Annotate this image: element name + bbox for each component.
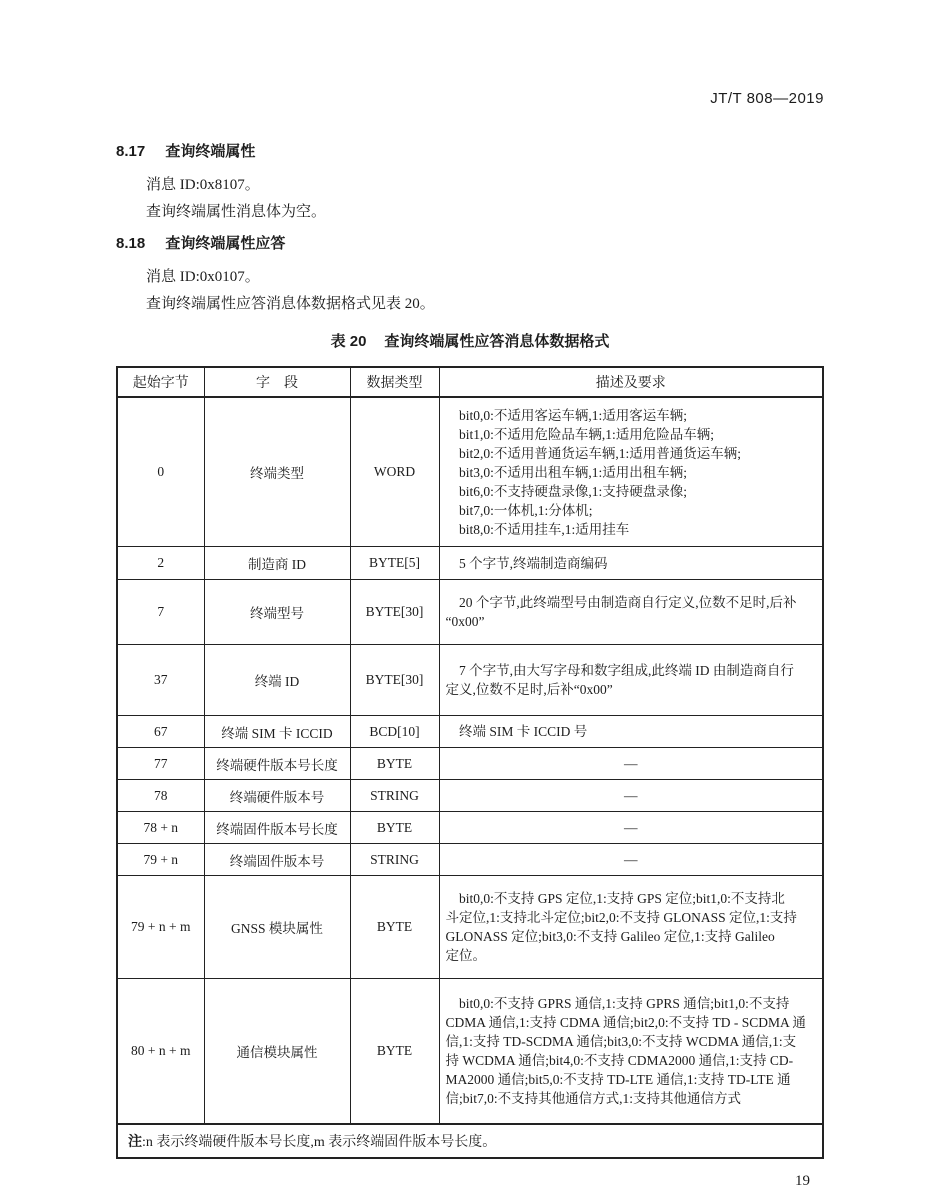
standard-number: JT/T 808—2019	[710, 90, 824, 107]
description-line: —	[624, 820, 638, 835]
paragraph-message-id: 消息 ID:0x0107。	[146, 269, 260, 285]
description-line: 持 WCDMA 通信;bit4,0:不支持 CDMA2000 通信,1:支持 CD-	[445, 1053, 794, 1068]
description-line: 信;bit7,0:不支持其他通信方式,1:支持其他通信方式	[445, 1091, 742, 1106]
description-cell	[439, 580, 823, 645]
description-line: 5 个字节,终端制造商编码	[459, 555, 608, 571]
data-type-cell: BYTE[5]	[350, 547, 439, 580]
field-cell: 通信模块属性	[204, 979, 350, 1125]
description-line: 定位。	[445, 948, 486, 963]
paragraph-body-empty: 查询终端属性消息体为空。	[146, 204, 327, 220]
description-line: bit6,0:不支持硬盘录像,1:支持硬盘录像;	[459, 483, 688, 499]
description-line: bit8,0:不适用挂车,1:适用挂车	[459, 521, 630, 537]
data-type-cell: BYTE	[350, 812, 439, 844]
table-row	[117, 844, 823, 876]
description-line: GLONASS 定位;bit3,0:不支持 Galileo 定位,1:支持 Galileo	[445, 929, 775, 944]
description-line: —	[624, 788, 638, 803]
description-line: 20 个字节,此终端型号由制造商自行定义,位数不足时,后补	[459, 595, 797, 610]
data-type-cell: BCD[10]	[350, 716, 439, 748]
description-cell	[439, 844, 823, 876]
document-header	[116, 90, 824, 108]
table-row	[117, 748, 823, 780]
description-line: bit0,0:不支持 GPRS 通信,1:支持 GPRS 通信;bit1,0:不支持	[459, 996, 790, 1011]
table-body	[117, 397, 823, 1158]
column-header-description: 描述及要求	[439, 367, 823, 397]
section-8-18	[116, 234, 824, 318]
section-heading	[116, 234, 824, 254]
table-caption-label: 表 20	[330, 333, 367, 350]
field-cell: 终端型号	[204, 580, 350, 645]
table-header-row	[117, 367, 823, 397]
description-cell	[439, 780, 823, 812]
note-text: :n 表示终端硬件版本号长度,m 表示终端固件版本号长度。	[142, 1135, 497, 1150]
description-cell	[439, 876, 823, 979]
description-line: bit7,0:一体机,1:分体机;	[459, 502, 593, 518]
paragraph-table-ref: 查询终端属性应答消息体数据格式见表 20。	[146, 296, 435, 312]
description-line: bit0,0:不支持 GPS 定位,1:支持 GPS 定位;bit1,0:不支持北	[459, 891, 785, 906]
field-cell: 制造商 ID	[204, 547, 350, 580]
description-line: “0x00”	[445, 614, 485, 629]
start-byte-cell: 80 + n + m	[117, 979, 204, 1125]
table-caption-title: 查询终端属性应答消息体数据格式	[384, 333, 610, 350]
description-line: 信,1:支持 TD-SCDMA 通信;bit3,0:不支持 WCDMA 通信,1:支	[445, 1034, 797, 1049]
description-cell	[439, 748, 823, 780]
description-cell	[439, 397, 823, 547]
start-byte-cell: 7	[117, 580, 204, 645]
description-line: CDMA 通信,1:支持 CDMA 通信;bit2,0:不支持 TD - SCDMA 通	[445, 1015, 806, 1030]
section-title: 查询终端属性应答	[165, 235, 286, 252]
table-20-message-body-format	[116, 366, 824, 1159]
description-line: bit1,0:不适用危险品车辆,1:适用危险品车辆;	[459, 426, 715, 442]
table-row	[117, 580, 823, 645]
table-row	[117, 547, 823, 580]
table-row	[117, 397, 823, 547]
column-header-start-byte: 起始字节	[117, 367, 204, 397]
data-type-cell: BYTE	[350, 979, 439, 1125]
description-cell	[439, 812, 823, 844]
field-cell: GNSS 模块属性	[204, 876, 350, 979]
description-line: 7 个字节,由大写字母和数字组成,此终端 ID 由制造商自行	[459, 663, 794, 678]
start-byte-cell: 37	[117, 645, 204, 716]
start-byte-cell: 2	[117, 547, 204, 580]
description-cell	[439, 547, 823, 580]
start-byte-cell: 78 + n	[117, 812, 204, 844]
description-line: 定义,位数不足时,后补“0x00”	[445, 682, 613, 697]
table-row	[117, 780, 823, 812]
description-line: bit0,0:不适用客运车辆,1:适用客运车辆;	[459, 407, 688, 423]
field-cell: 终端 ID	[204, 645, 350, 716]
start-byte-cell: 79 + n + m	[117, 876, 204, 979]
data-type-cell: WORD	[350, 397, 439, 547]
column-header-field: 字 段	[204, 367, 350, 397]
description-line: —	[624, 852, 638, 867]
table-row	[117, 812, 823, 844]
description-line: 终端 SIM 卡 ICCID 号	[459, 724, 588, 739]
table-row	[117, 716, 823, 748]
section-title: 查询终端属性	[165, 143, 256, 160]
data-type-cell: STRING	[350, 780, 439, 812]
section-8-17	[116, 142, 824, 226]
note-label: 注	[128, 1133, 142, 1149]
field-cell: 终端固件版本号	[204, 844, 350, 876]
page-number: 19	[795, 1173, 810, 1189]
table-caption	[116, 332, 824, 352]
table-note-row	[117, 1124, 823, 1158]
description-line: 斗定位,1:支持北斗定位;bit2,0:不支持 GLONASS 定位,1:支持	[445, 910, 797, 925]
start-byte-cell: 79 + n	[117, 844, 204, 876]
data-type-cell: BYTE	[350, 748, 439, 780]
data-type-cell: BYTE[30]	[350, 580, 439, 645]
table-row	[117, 876, 823, 979]
table-row	[117, 979, 823, 1125]
start-byte-cell: 67	[117, 716, 204, 748]
description-cell	[439, 716, 823, 748]
field-cell: 终端 SIM 卡 ICCID	[204, 716, 350, 748]
paragraph-message-id: 消息 ID:0x8107。	[146, 177, 260, 193]
data-type-cell: BYTE	[350, 876, 439, 979]
field-cell: 终端硬件版本号长度	[204, 748, 350, 780]
data-type-cell: BYTE[30]	[350, 645, 439, 716]
start-byte-cell: 78	[117, 780, 204, 812]
section-number: 8.18	[116, 235, 146, 252]
field-cell: 终端硬件版本号	[204, 780, 350, 812]
description-cell	[439, 645, 823, 716]
table-note-cell	[117, 1124, 823, 1158]
description-line: bit2,0:不适用普通货运车辆,1:适用普通货运车辆;	[459, 445, 742, 461]
description-line: MA2000 通信;bit5,0:不支持 TD-LTE 通信,1:支持 TD-LTE 通	[445, 1072, 791, 1087]
description-line: —	[624, 756, 638, 771]
start-byte-cell: 0	[117, 397, 204, 547]
start-byte-cell: 77	[117, 748, 204, 780]
data-type-cell: STRING	[350, 844, 439, 876]
section-heading	[116, 142, 824, 162]
column-header-data-type: 数据类型	[350, 367, 439, 397]
field-cell: 终端固件版本号长度	[204, 812, 350, 844]
description-cell	[439, 979, 823, 1125]
field-cell: 终端类型	[204, 397, 350, 547]
table-row	[117, 645, 823, 716]
section-number: 8.17	[116, 143, 146, 160]
description-line: bit3,0:不适用出租车辆,1:适用出租车辆;	[459, 464, 688, 480]
